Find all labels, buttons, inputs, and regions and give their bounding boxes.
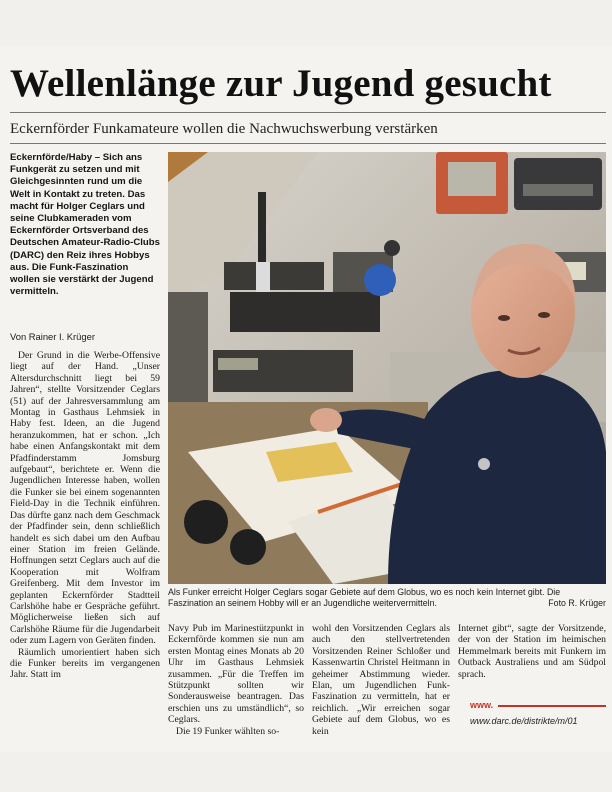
paragraph: Internet gibt“, sagte der Vorsitzende, der von der Station im heimischen Hemmelmark bereits mit Funkern im Outback Australiens und am Südpol sprach.	[458, 623, 606, 680]
web-link[interactable]: www.darc.de/distrikte/m/01	[470, 716, 578, 726]
article-column-2	[168, 623, 304, 743]
article-subheadline: Eckernförder Funkamateure wollen die Nachwuchswerbung verstärken	[10, 121, 438, 137]
headline-rule	[10, 112, 606, 113]
subheadline-rule	[10, 143, 606, 144]
article-lead: Eckernförde/Haby – Sich ans Funkgerät zu setzen und mit Gleichgesinnten rund um die Welt in Kontakt zu treten. Das macht für Holger Ceglars und seine Clubkameraden vom Eckernförder Ortsverband des Deutschen Amateur-Radio-Clubs (DARC) den Reiz ihres Hobbys aus. Die Funk-Faszination wollen sie verstärkt der Jugend vermitteln.	[10, 152, 160, 298]
photo-caption	[168, 587, 606, 609]
paragraph: Räumlich umorientiert haben sich die Funker bereits im vergangenen Jahr. Statt im	[10, 646, 160, 681]
paragraph: Der Grund in die Werbe-Offensive liegt auf der Hand. „Unser Altersdurchschnitt liegt bei 59 Jahren“, stellte Vorsitzender Ceglars (51) auf der Jahresversammlung am Montag in Gasthaus Lehmsiek in Haby fest. Ideen, an die Jugend heranzukommen, hat er schon. „Ich habe einen Anfangskontakt mit dem Pfadfinderstamm Jomsburg aufgebaut“, berichtete er. Wenn die Jugendlichen Interesse haben, wollen die Funker sie bei einem sogenannten Field-Day in die Technik einführen. Das dürfte ganz nach dem Geschmack der Pfadfinder sein, denn schließlich handelt es sich dabei um den Aufbau einer Station im freien Gelände. Hoffnungen setzt Ceglars auch auf die Kooperation mit Wolfram Greifenberg. Mit dem Investor im geplanten Eckernförder Stadtteil Carlshöhe habe er Gespräche geführt. Möglicherweise ließen sich auf Carlshöhe Räume für die Jugendarbeit oder zum Lagern von Geräten finden.	[10, 350, 160, 647]
photo-credit: Foto R. Krüger	[548, 598, 606, 608]
author-byline: Von Rainer I. Krüger	[10, 331, 95, 342]
paragraph: wohl den Vorsitzenden Ceglars als auch den stellvertretenden Vorsitzenden Reiner Schloßer und Kassenwartin Christel Heitmann in geheimer Abstimmung wieder. Elan, um Jugendlichen Funk-Faszination zu vermitteln, hat er reichlich. „Wir erreichen sogar Gebiete auf dem Globus, wo es kein	[312, 623, 450, 737]
web-accent-rule	[498, 705, 606, 707]
article-headline: Wellenlänge zur Jugend gesucht	[10, 62, 552, 105]
article-column-1	[10, 350, 160, 742]
paragraph: Die 19 Funker wählten so-	[176, 725, 280, 737]
web-reference-box	[458, 700, 606, 740]
web-label: www.	[470, 700, 494, 710]
article-photo	[168, 152, 606, 584]
radio-operator-illustration	[168, 152, 606, 584]
paragraph: Navy Pub im Marinestützpunkt in Eckernförde kommen sie nun am ersten Montag eines Monats ab 20 Uhr im Gasthaus Lehmsiek zusammen. „Für die Treffen im Stützpunkt sollten wir Sonderausweise beantragen. Das erschien uns zu umständlich“, so Ceglars.	[168, 623, 304, 726]
article-column-4	[458, 623, 606, 695]
caption-text: Als Funker erreicht Holger Ceglars sogar Gebiete auf dem Globus, wo es noch kein Internet gibt. Die Faszination an seinem Hobby will er an Jugendliche weitervermitteln.	[168, 587, 561, 608]
article-column-3	[312, 623, 450, 743]
